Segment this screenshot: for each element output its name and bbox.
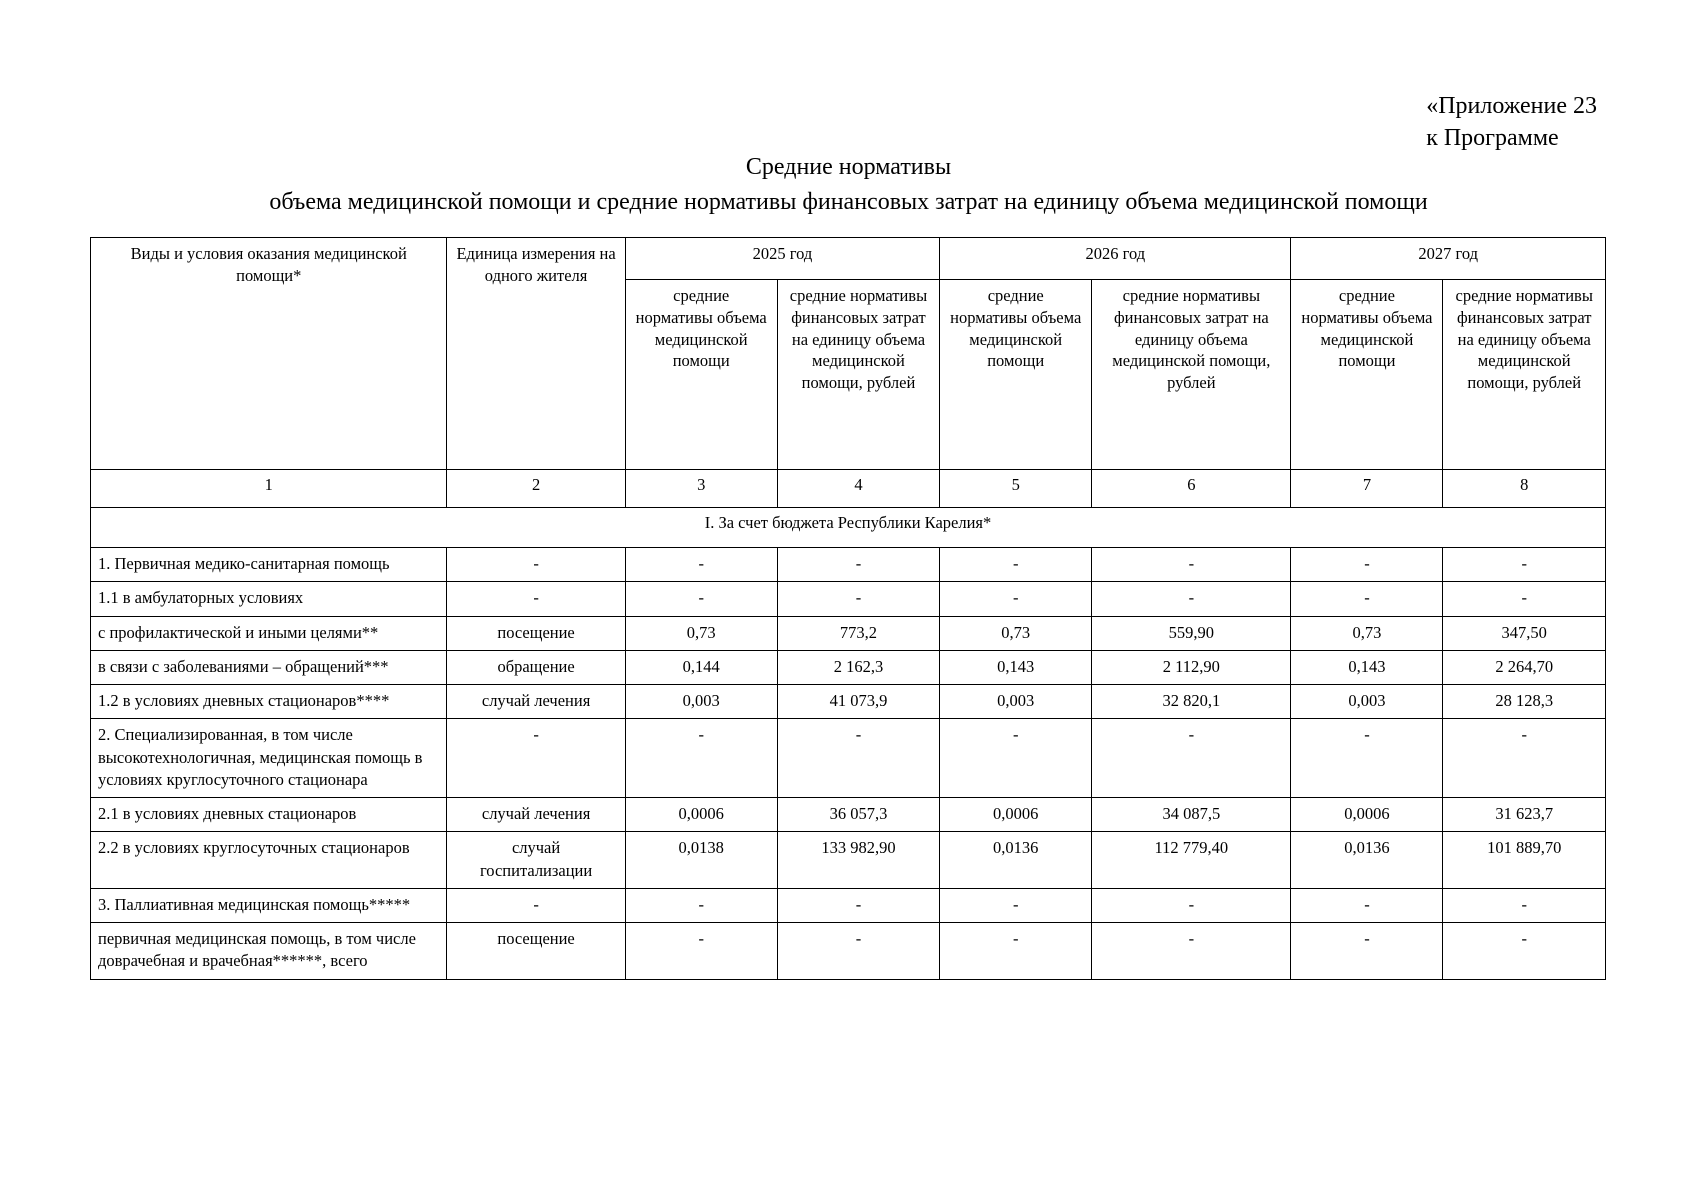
row-volume-2027: - [1291, 719, 1443, 798]
row-label: 1. Первичная медико-санитарная помощь [91, 548, 447, 582]
row-finance-2025: 133 982,90 [777, 832, 940, 889]
row-finance-2025: 773,2 [777, 616, 940, 650]
header-finance-2026: средние нормативы финансовых затрат на единицу объема медицинской помощи, рублей [1092, 280, 1291, 470]
appendix-line-2: к Программе [1426, 125, 1559, 152]
row-finance-2026: - [1092, 888, 1291, 922]
row-unit: случай лечения [447, 798, 625, 832]
title-line-2: объема медицинской помощи и средние нормативы финансовых затрат на единицу объема медицинской помощи [269, 188, 1428, 215]
row-volume-2025: 0,0138 [625, 832, 777, 889]
row-volume-2027: 0,143 [1291, 650, 1443, 684]
section-title: I. За счет бюджета Республики Карелия* [91, 508, 1606, 548]
column-number-2: 2 [447, 470, 625, 508]
row-volume-2026: - [940, 582, 1092, 616]
row-finance-2027: 2 264,70 [1443, 650, 1606, 684]
header-year-2027: 2027 год [1291, 238, 1606, 280]
row-volume-2026: 0,143 [940, 650, 1092, 684]
row-volume-2025: - [625, 719, 777, 798]
column-number-3: 3 [625, 470, 777, 508]
column-number-1: 1 [91, 470, 447, 508]
table-row [91, 798, 1606, 832]
table-header-row-1 [91, 238, 1606, 280]
row-finance-2026: - [1092, 582, 1291, 616]
column-number-7: 7 [1291, 470, 1443, 508]
table-row [91, 923, 1606, 980]
row-finance-2027: - [1443, 719, 1606, 798]
row-finance-2025: 2 162,3 [777, 650, 940, 684]
row-volume-2025: - [625, 548, 777, 582]
row-volume-2027: 0,0136 [1291, 832, 1443, 889]
row-volume-2026: 0,0006 [940, 798, 1092, 832]
header-year-2025: 2025 год [625, 238, 940, 280]
header-volume-2025: средние нормативы объема медицинской помощи [625, 280, 777, 470]
row-unit: - [447, 888, 625, 922]
row-finance-2026: 112 779,40 [1092, 832, 1291, 889]
column-number-5: 5 [940, 470, 1092, 508]
table-column-numbers-row [91, 470, 1606, 508]
column-number-8: 8 [1443, 470, 1606, 508]
header-finance-2025: средние нормативы финансовых затрат на единицу объема медицинской помощи, рублей [777, 280, 940, 470]
table-section-row [91, 508, 1606, 548]
row-finance-2025: - [777, 923, 940, 980]
row-volume-2027: - [1291, 923, 1443, 980]
row-label: 1.1 в амбулаторных условиях [91, 582, 447, 616]
row-volume-2027: 0,73 [1291, 616, 1443, 650]
header-volume-2027: средние нормативы объема медицинской помощи [1291, 280, 1443, 470]
row-volume-2025: 0,0006 [625, 798, 777, 832]
row-finance-2025: - [777, 888, 940, 922]
row-volume-2027: - [1291, 582, 1443, 616]
header-volume-2026: средние нормативы объема медицинской помощи [940, 280, 1092, 470]
row-unit: посещение [447, 616, 625, 650]
row-volume-2026: - [940, 719, 1092, 798]
row-volume-2026: 0,003 [940, 685, 1092, 719]
row-label: 1.2 в условиях дневных стационаров**** [91, 685, 447, 719]
row-volume-2027: 0,0006 [1291, 798, 1443, 832]
table-row [91, 650, 1606, 684]
row-label: в связи с заболеваниями – обращений*** [91, 650, 447, 684]
row-unit: - [447, 582, 625, 616]
row-finance-2025: - [777, 582, 940, 616]
row-finance-2027: - [1443, 923, 1606, 980]
title-line-1: Средние нормативы [745, 154, 952, 180]
row-finance-2026: 32 820,1 [1092, 685, 1291, 719]
row-unit: случай госпитализации [447, 832, 625, 889]
row-finance-2026: 34 087,5 [1092, 798, 1291, 832]
row-volume-2026: - [940, 888, 1092, 922]
header-finance-2027: средние нормативы финансовых затрат на единицу объема медицинской помощи, рублей [1443, 280, 1606, 470]
row-finance-2025: - [777, 548, 940, 582]
row-unit: случай лечения [447, 685, 625, 719]
page-title [0, 150, 1697, 220]
table-row [91, 582, 1606, 616]
row-finance-2025: 41 073,9 [777, 685, 940, 719]
row-finance-2027: - [1443, 582, 1606, 616]
row-label: 2. Специализированная, в том числе высокотехнологичная, медицинская помощь в условиях круглосуточного стационара [91, 719, 447, 798]
table-row [91, 685, 1606, 719]
row-label: 2.2 в условиях круглосуточных стационаров [91, 832, 447, 889]
row-volume-2026: - [940, 548, 1092, 582]
row-label: 3. Паллиативная медицинская помощь***** [91, 888, 447, 922]
row-finance-2026: 559,90 [1092, 616, 1291, 650]
row-finance-2026: - [1092, 548, 1291, 582]
row-finance-2025: 36 057,3 [777, 798, 940, 832]
table-row [91, 832, 1606, 889]
row-label: с профилактической и иными целями** [91, 616, 447, 650]
row-volume-2025: - [625, 888, 777, 922]
column-number-4: 4 [777, 470, 940, 508]
row-finance-2027: 28 128,3 [1443, 685, 1606, 719]
row-unit: посещение [447, 923, 625, 980]
appendix-reference [1426, 90, 1597, 155]
column-number-6: 6 [1092, 470, 1291, 508]
row-finance-2027: - [1443, 888, 1606, 922]
row-label: первичная медицинская помощь, в том числе доврачебная и врачебная******, всего [91, 923, 447, 980]
row-volume-2025: 0,73 [625, 616, 777, 650]
norms-table [90, 237, 1606, 980]
row-finance-2026: - [1092, 923, 1291, 980]
row-finance-2026: - [1092, 719, 1291, 798]
row-unit: - [447, 719, 625, 798]
header-col-unit: Единица измерения на одного жителя [447, 238, 625, 470]
row-volume-2025: - [625, 582, 777, 616]
row-unit: обращение [447, 650, 625, 684]
row-finance-2027: 347,50 [1443, 616, 1606, 650]
row-volume-2027: - [1291, 888, 1443, 922]
row-volume-2025: 0,003 [625, 685, 777, 719]
table-row [91, 616, 1606, 650]
row-unit: - [447, 548, 625, 582]
row-volume-2025: 0,144 [625, 650, 777, 684]
row-volume-2026: - [940, 923, 1092, 980]
row-finance-2027: - [1443, 548, 1606, 582]
table-row [91, 888, 1606, 922]
row-finance-2025: - [777, 719, 940, 798]
table-row [91, 548, 1606, 582]
row-finance-2027: 101 889,70 [1443, 832, 1606, 889]
row-label: 2.1 в условиях дневных стационаров [91, 798, 447, 832]
header-col-types: Виды и условия оказания медицинской помощи* [91, 238, 447, 470]
appendix-line-1: «Приложение 23 [1426, 93, 1597, 119]
row-volume-2026: 0,73 [940, 616, 1092, 650]
row-volume-2025: - [625, 923, 777, 980]
header-year-2026: 2026 год [940, 238, 1291, 280]
row-finance-2027: 31 623,7 [1443, 798, 1606, 832]
row-volume-2027: 0,003 [1291, 685, 1443, 719]
row-finance-2026: 2 112,90 [1092, 650, 1291, 684]
row-volume-2027: - [1291, 548, 1443, 582]
row-volume-2026: 0,0136 [940, 832, 1092, 889]
table-row [91, 719, 1606, 798]
